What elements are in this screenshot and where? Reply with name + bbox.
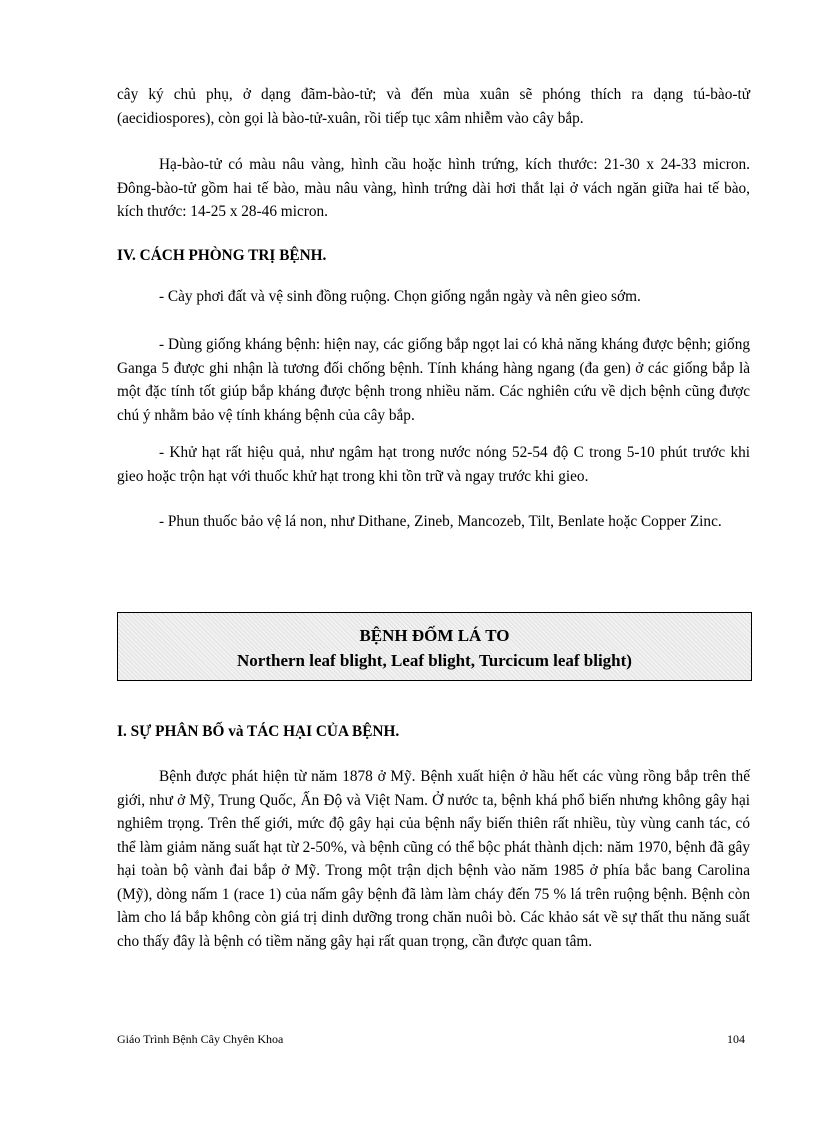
paragraph-distribution: Bệnh được phát hiện từ năm 1878 ở Mỹ. Bệnh xuất hiện ở hầu hết các vùng rồng bắp trên thế giới, như ở Mỹ, Trung Quốc, Ấn Độ và Việt Nam. Ở nước ta, bệnh khá phổ biến nhưng không gây hại nghiêm trọng. Trên thế giới, mức độ gây hại của bệnh nẩy biến thiên rất nhiều, tùy vùng canh tác, có thể làm giảm năng suất hạt từ 2-50%, và bệnh cũng có thể bộc phát thành dịch: năm 1970, bệnh đã gây hại toàn bộ vành đai bắp ở Mỹ. Trong một trận dịch bệnh vào năm 1985 ở phía bắc bang Carolina (Mỹ), dòng nấm 1 (race 1) của nấm gây bệnh đã làm làm cháy đến 75 % lá trên ruộng bệnh. Bệnh còn làm cho lá bắp không còn giá trị dinh dưỡng trong chăn nuôi bò. Các khảo sát về sự thất thu năng suất cho thấy đây là bệnh có tiềm năng gây hại rất quan trọng, cần được quan tâm. <box>117 768 750 950</box>
paragraph-aecidiospores: cây ký chủ phụ, ở dạng đãm-bào-tử; và đến mùa xuân sẽ phóng thích ra dạng tú-bào-tử (aecidiospores), còn gọi là bào-tử-xuân, rồi tiếp tục xâm nhiễm vào cây bắp. <box>117 86 750 127</box>
control-item-4: - Phun thuốc bảo vệ lá non, như Dithane, Zineb, Mancozeb, Tilt, Benlate hoặc Copper Zinc. <box>159 513 722 530</box>
disease-title: BỆNH ĐỐM LÁ TO <box>359 626 510 645</box>
control-item-3: - Khử hạt rất hiệu quả, như ngâm hạt trong nước nóng 52-54 độ C trong 5-10 phút trước khi gieo hoặc trộn hạt với thuốc khử hạt trong khi tồn trữ và ngay trước khi gieo. <box>117 444 750 485</box>
page-number: 104 <box>727 1032 745 1046</box>
control-item-1: - Cày phơi đất và vệ sinh đồng ruộng. Chọn giống ngắn ngày và nên gieo sớm. <box>159 288 641 305</box>
control-item-2: - Dùng giống kháng bệnh: hiện nay, các giống bắp ngọt lai có khả năng kháng được bệnh; giống Ganga 5 được ghi nhận là tương đối chống bệnh. Tính kháng hàng ngang (đa gen) ở các giống bắp là một đặc tính tốt giúp bắp kháng được bệnh trong nhiều năm. Các nghiên cứu về dịch bệnh cũng được chú ý nhằm bảo vệ tính kháng bệnh của cây bắp. <box>117 336 750 424</box>
disease-english-names: Northern leaf blight, Leaf blight, Turcicum leaf blight) <box>237 651 632 670</box>
section-i-heading: I. SỰ PHÂN BỐ và TÁC HẠI CỦA BỆNH. <box>117 723 400 740</box>
section-iv-heading: IV. CÁCH PHÒNG TRỊ BỆNH. <box>117 247 327 264</box>
paragraph-spore-description: Hạ-bào-tử có màu nâu vàng, hình cầu hoặc hình trứng, kích thước: 21-30 x 24-33 micron. Đông-bào-tử gồm hai tế bào, màu nâu vàng, hình trứng dài hơi thắt lại ở vách ngăn giữa hai tế bào, kích thước: 14-25 x 28-46 micron. <box>117 156 750 220</box>
footer-book-title: Giáo Trình Bệnh Cây Chyên Khoa <box>117 1032 284 1046</box>
disease-title-box <box>117 612 752 681</box>
